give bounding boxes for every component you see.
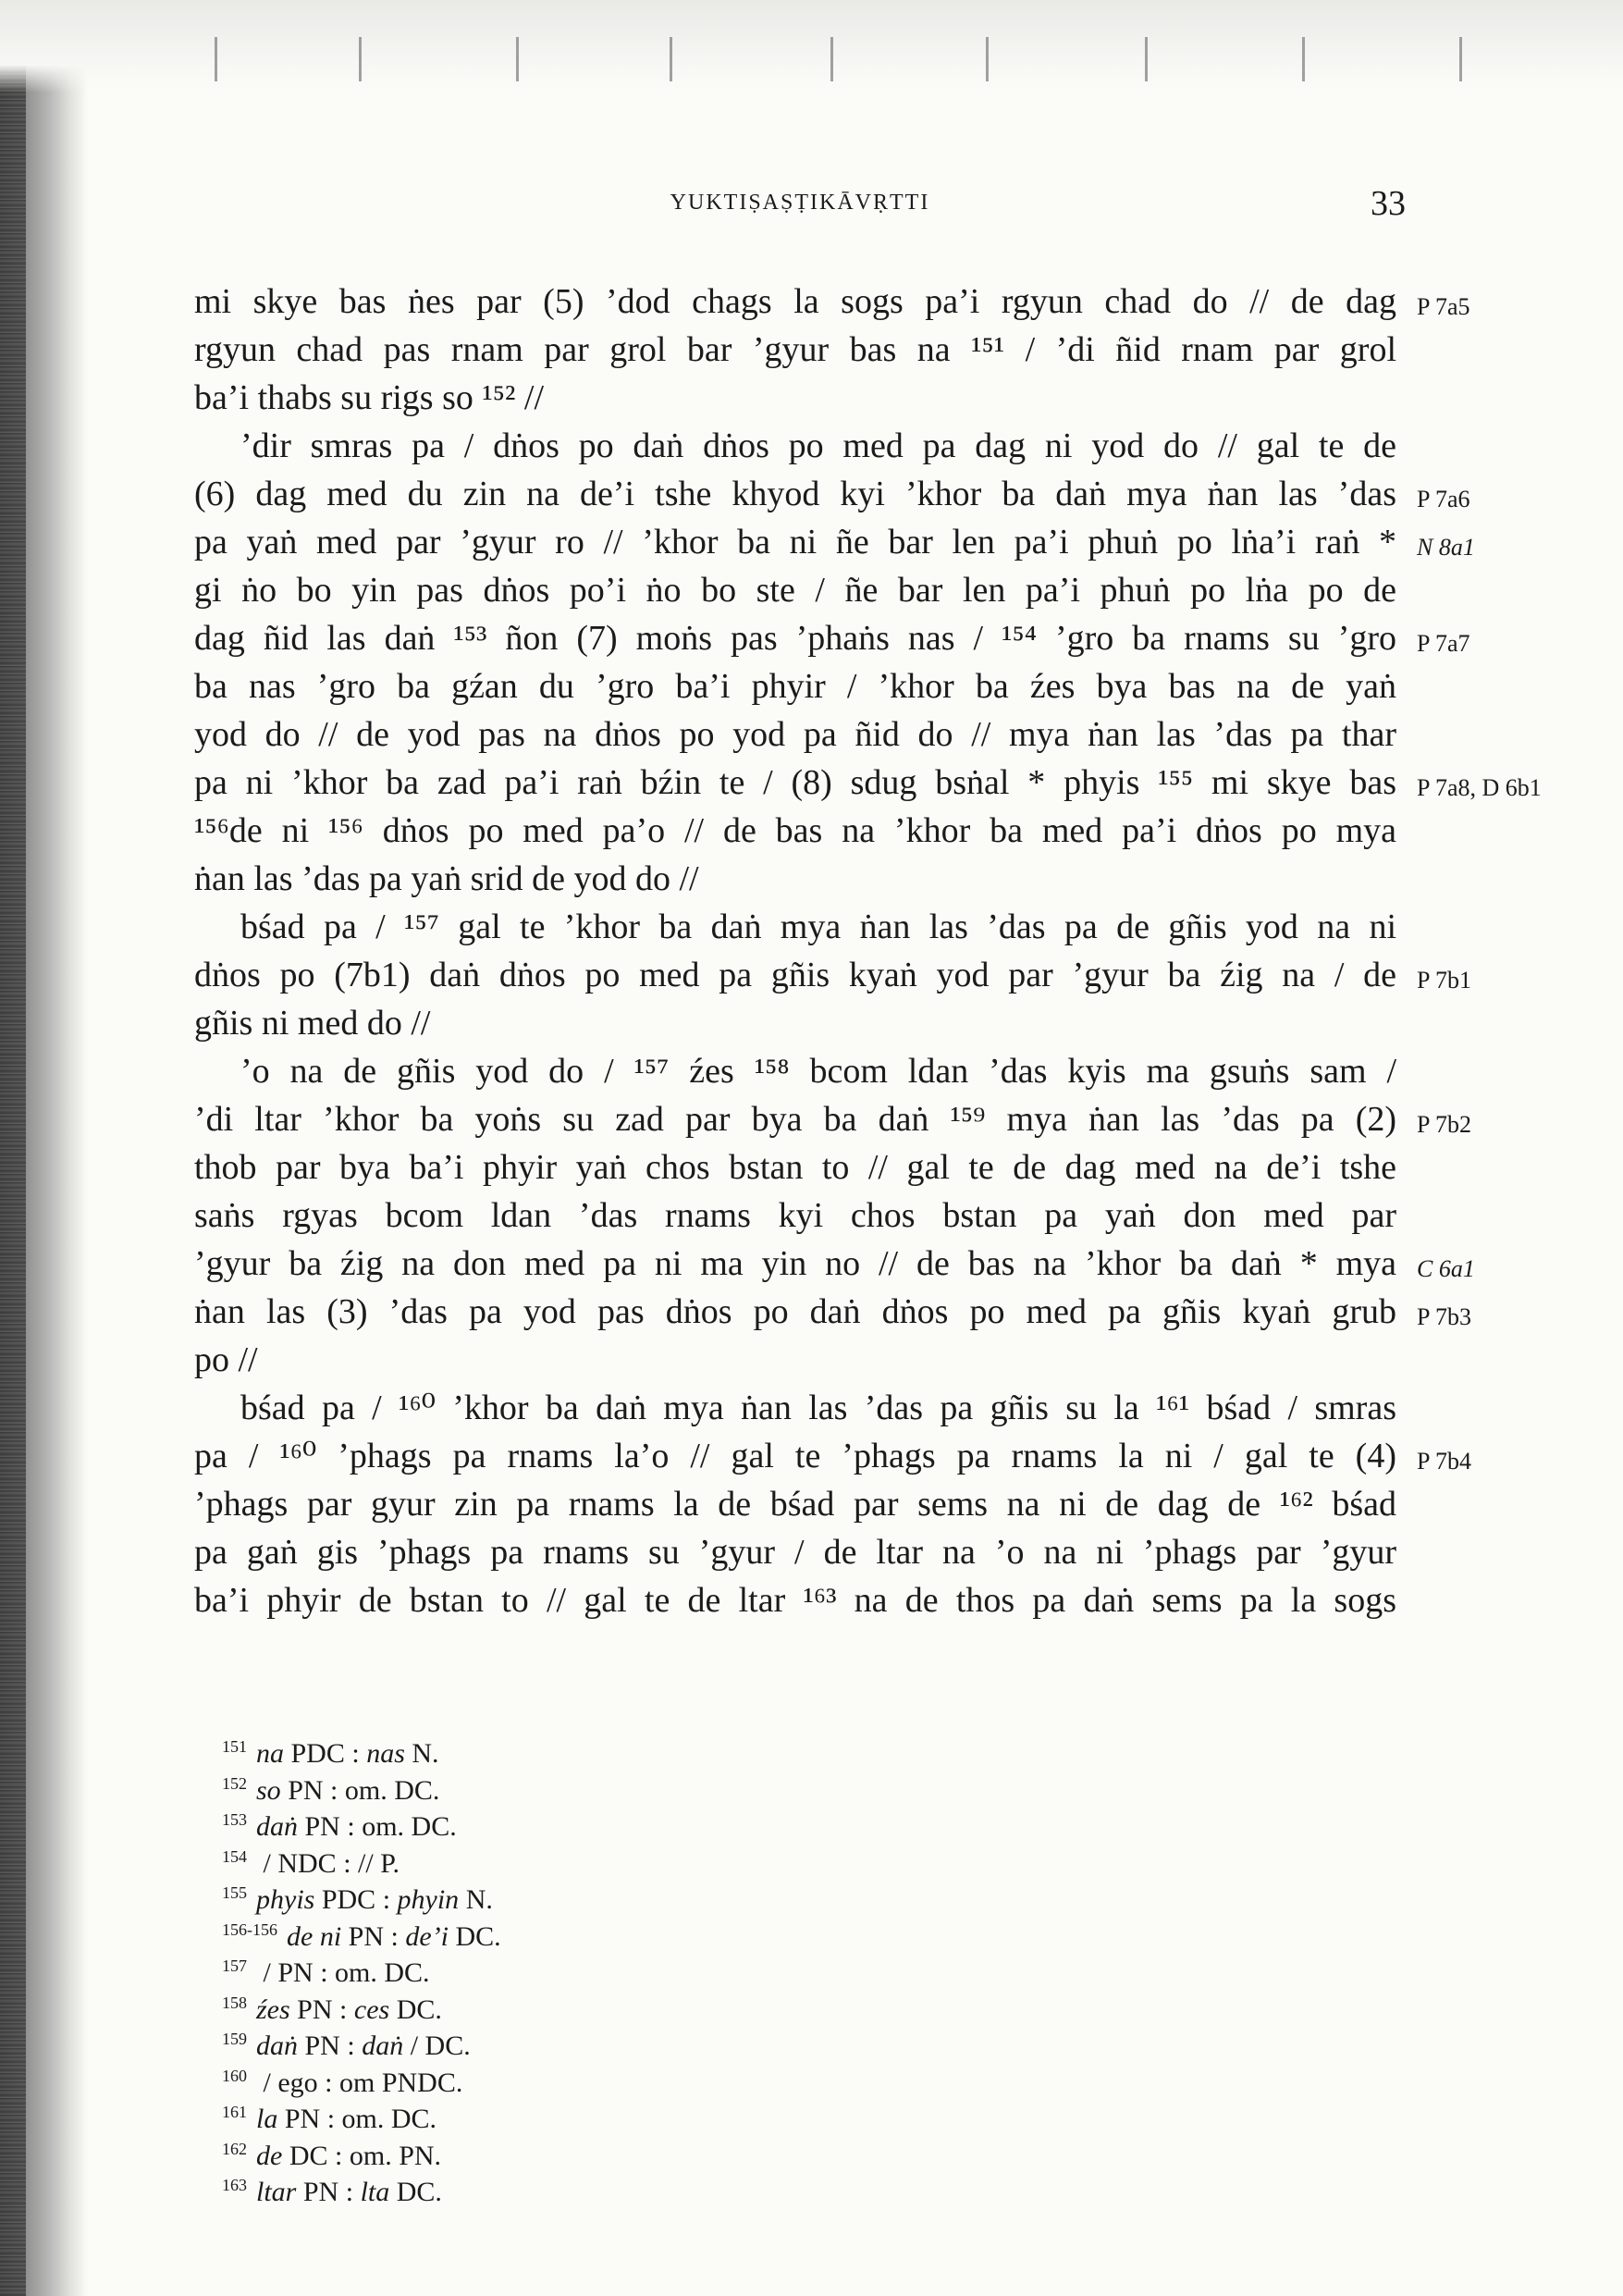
bleed-mark <box>670 37 672 81</box>
text-line: pa yaṅ med par ’gyur ro // ’khor ba ni ñe bar len pa’i phuṅ po lṅa’i raṅ * N 8a1 <box>194 518 1396 566</box>
text-line: pa / ¹⁶⁰ ’phags pa rnams la’o // gal te ’phags pa rnams la ni / gal te (4) P 7b4 <box>194 1432 1396 1480</box>
footnotes <box>222 1735 777 2211</box>
footnote: $^{155}$ phyis PDC : phyin N. <box>222 1883 493 1915</box>
footnote: $^{151}$ na PDC : nas N. <box>222 1737 439 1769</box>
text-line: ¹⁵⁶de ni ¹⁵⁶ dṅos po med pa’o // de bas na ’khor ba med pa’i dṅos po mya <box>194 811 1396 850</box>
scan-top-bleed <box>0 0 1623 93</box>
text-line: mi skye bas ṅes par (5) ’dod chags la sogs pa’i rgyun chad do // de dag P 7a5 <box>194 278 1396 326</box>
main-text <box>194 278 1542 1624</box>
text-line: gñis ni med do // <box>194 1004 431 1043</box>
text-line: thob par bya ba’i phyir yaṅ chos bstan to // gal te de dag med na de’i tshe <box>194 1148 1396 1187</box>
text-line: ba’i thabs su rigs so ¹⁵² // <box>194 378 545 417</box>
text-line: dag ñid las daṅ ¹⁵³ ñon (7) moṅs pas ’phaṅs nas / ¹⁵⁴ ’gro ba rnams su ’gro P 7a7 <box>194 614 1396 662</box>
text-line: ’phags par gyur zin pa rnams la de bśad par sems na ni de dag de ¹⁶² bśad <box>194 1485 1396 1524</box>
footnote: $^{163}$ ltar PN : lta DC. <box>222 2176 442 2207</box>
footnote: $^{153}$ daṅ PN : om. DC. <box>222 1810 457 1842</box>
text-line: yod do // de yod pas na dṅos po yod pa ñid do // mya ṅan las ’das pa thar <box>194 715 1396 754</box>
bleed-mark <box>1459 37 1462 81</box>
text-line: pa gaṅ gis ’phags pa rnams su ’gyur / de ltar na ’o na ni ’phags par ’gyur <box>194 1533 1396 1572</box>
bleed-mark <box>1145 37 1148 81</box>
text-line: bśad pa / ¹⁶⁰ ’khor ba daṅ mya ṅan las ’das pa gñis su la ¹⁶¹ bśad / smras <box>240 1389 1396 1427</box>
text-line: (6) dag med du zin na de’i tshe khyod kyi ’khor ba daṅ mya ṅan las ’das P 7a6 <box>194 470 1396 518</box>
bleed-mark <box>1302 37 1305 81</box>
text-line: rgyun chad pas rnam par grol bar ’gyur bas na ¹⁵¹ / ’di ñid rnam par grol <box>194 330 1396 369</box>
bleed-mark <box>215 37 217 81</box>
footnote: $^{162}$ de DC : om. PN. <box>222 2139 442 2171</box>
margin-ref: P 7b1 <box>1417 967 1471 994</box>
text-line: po // <box>194 1340 258 1379</box>
bleed-mark <box>516 37 519 81</box>
scan-binding-edge <box>0 0 26 2296</box>
footnote: $^{154}$ / NDC : // P. <box>222 1846 400 1879</box>
bleed-mark <box>830 37 833 81</box>
page-number: 33 <box>1371 184 1406 223</box>
margin-ref: P 7a5 <box>1417 293 1470 320</box>
bleed-mark <box>359 37 362 81</box>
text-line: gi ṅo bo yin pas dṅos po’i ṅo bo ste / ñe bar len pa’i phuṅ po lṅa po de <box>194 571 1396 610</box>
margin-ref: P 7a8, D 6b1 <box>1417 774 1542 801</box>
margin-ref: P 7a6 <box>1417 486 1470 512</box>
footnote: $^{152}$ so PN : om. DC. <box>222 1773 440 1806</box>
margin-ref: C 6a1 <box>1417 1255 1475 1282</box>
text-line: pa ni ’khor ba zad pa’i raṅ bźin te / (8) sdug bsṅal * phyis ¹⁵⁵ mi skye bas P 7a8, D 6b1 <box>194 759 1396 807</box>
page-header <box>194 183 1406 239</box>
footnote: $^{159}$ daṅ PN : daṅ / DC. <box>222 2030 471 2061</box>
footnote: $^{158}$ źes PN : ces DC. <box>222 1993 442 2025</box>
text-line: ba’i phyir de bstan to // gal te de ltar ¹⁶³ na de thos pa daṅ sems pa la sogs <box>194 1581 1396 1620</box>
text-line: ’o na de gñis yod do / ¹⁵⁷ źes ¹⁵⁸ bcom ldan ’das kyis ma gsuṅs sam / <box>240 1052 1396 1091</box>
margin-ref: P 7b4 <box>1417 1448 1471 1475</box>
footnote: $^{161}$ la PN : om. DC. <box>222 2103 437 2134</box>
margin-ref: N 8a1 <box>1417 534 1475 561</box>
text-line: ’gyur ba źig na don med pa ni ma yin no // de bas na ’khor ba daṅ * mya C 6a1 <box>194 1240 1396 1288</box>
running-head: YUKTIṢAṢṬIKĀVṚTTI <box>670 191 930 215</box>
text-line: ba nas ’gro ba gźan du ’gro ba’i phyir / ’khor ba źes bya bas na de yaṅ <box>194 667 1396 706</box>
footnote: $^{156-156}$ de ni PN : de’i DC. <box>222 1920 501 1952</box>
text-line: ṅan las ’das pa yaṅ srid de yod do // <box>194 859 699 898</box>
margin-ref: P 7b2 <box>1417 1111 1471 1138</box>
text-line: ṅan las (3) ’das pa yod pas dṅos po daṅ dṅos po med pa gñis kyaṅ grub P 7b3 <box>194 1288 1396 1336</box>
text-line: ’di ltar ’khor ba yoṅs su zad par bya ba daṅ ¹⁵⁹ mya ṅan las ’das pa (2) P 7b2 <box>194 1095 1396 1143</box>
text-line: ’dir smras pa / dṅos po daṅ dṅos po med pa dag ni yod do // gal te de <box>240 426 1396 465</box>
text-line: dṅos po (7b1) daṅ dṅos po med pa gñis kyaṅ yod par ’gyur ba źig na / de P 7b1 <box>194 951 1396 999</box>
footnote: $^{160}$ / ego : om PNDC. <box>222 2066 463 2098</box>
text-line: saṅs rgyas bcom ldan ’das rnams kyi chos bstan pa yaṅ don med par <box>194 1196 1396 1235</box>
bleed-mark <box>986 37 989 81</box>
margin-ref: P 7a7 <box>1417 630 1470 657</box>
margin-ref: P 7b3 <box>1417 1303 1471 1330</box>
footnote: $^{157}$ / PN : om. DC. <box>222 1957 430 1988</box>
text-line: bśad pa / ¹⁵⁷ gal te ’khor ba daṅ mya ṅan las ’das pa de gñis yod na ni <box>240 907 1396 946</box>
